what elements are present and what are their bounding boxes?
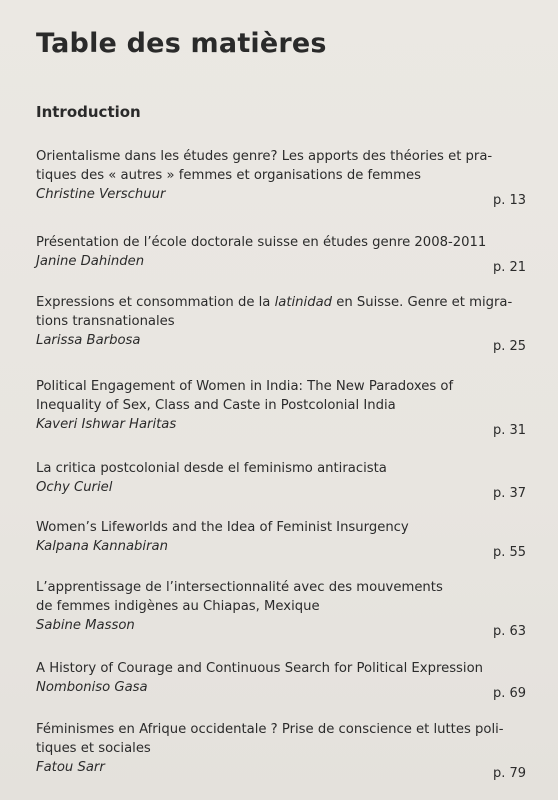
toc-entry-author: Fatou Sarr	[36, 760, 105, 775]
toc-entry-page: p. 63	[492, 624, 526, 639]
toc-entry[interactable]	[36, 578, 532, 639]
toc-entry-author: Kaveri Ishwar Haritas	[36, 417, 177, 432]
toc-entry-author: Sabine Masson	[36, 618, 135, 633]
toc-entry-page: p. 13	[492, 193, 526, 208]
toc-entry-author: Larissa Barbosa	[36, 333, 141, 348]
toc-entry-title: Women’s Lifeworlds and the Idea of Feminist Insurgency	[36, 520, 409, 535]
toc-entry-page: p. 21	[492, 260, 526, 275]
toc-entry-page: p. 31	[492, 423, 526, 438]
toc-entry-title: Expressions et consommation de la latinidad en Suisse. Genre et migra- tions transnationales	[36, 295, 513, 329]
toc-entry-title: A History of Courage and Continuous Search for Political Expression	[36, 661, 484, 676]
toc-entry-page: p. 79	[492, 766, 526, 781]
toc-entry[interactable]	[36, 377, 532, 438]
toc-entry-author: Nomboniso Gasa	[36, 680, 148, 695]
toc-entry-page: p. 37	[492, 486, 526, 501]
toc-entry[interactable]	[36, 518, 532, 560]
toc-entry[interactable]	[36, 233, 532, 275]
toc-entry-title: Orientalisme dans les études genre? Les apports des théories et pra- tiques des « autres » femmes et organisations de femmes	[36, 149, 493, 183]
toc-entry-author: Ochy Curiel	[36, 480, 113, 495]
toc-entry[interactable]	[36, 459, 532, 501]
page-title: Table des matières	[36, 28, 327, 59]
toc-entry-author: Janine Dahinden	[36, 254, 145, 269]
toc-entry[interactable]	[36, 720, 532, 781]
toc-entry[interactable]	[36, 293, 532, 354]
toc-entry-author: Christine Verschuur	[36, 187, 166, 202]
toc-entry[interactable]	[36, 659, 532, 701]
toc-entry-page: p. 25	[492, 339, 526, 354]
italic-term: latinidad	[274, 295, 333, 310]
toc-entry-page: p. 55	[492, 545, 526, 560]
toc-entry[interactable]	[36, 147, 532, 208]
toc-entry-title: La critica postcolonial desde el feminismo antiracista	[36, 461, 387, 476]
toc-entry-title: Féminismes en Afrique occidentale ? Prise de conscience et luttes poli- tiques et sociales	[36, 722, 504, 756]
toc-entry-author: Kalpana Kannabiran	[36, 539, 168, 554]
section-heading: Introduction	[36, 103, 141, 121]
toc-entry-title: Political Engagement of Women in India: The New Paradoxes of Inequality of Sex, Class and Caste in Postcolonial India	[36, 379, 454, 413]
toc-entry-page: p. 69	[492, 686, 526, 701]
toc-entry-title: Présentation de l’école doctorale suisse en études genre 2008-2011	[36, 235, 487, 250]
toc-entry-title: L’apprentissage de l’intersectionnalité avec des mouvements de femmes indigènes au Chiapas, Mexique	[36, 580, 443, 614]
